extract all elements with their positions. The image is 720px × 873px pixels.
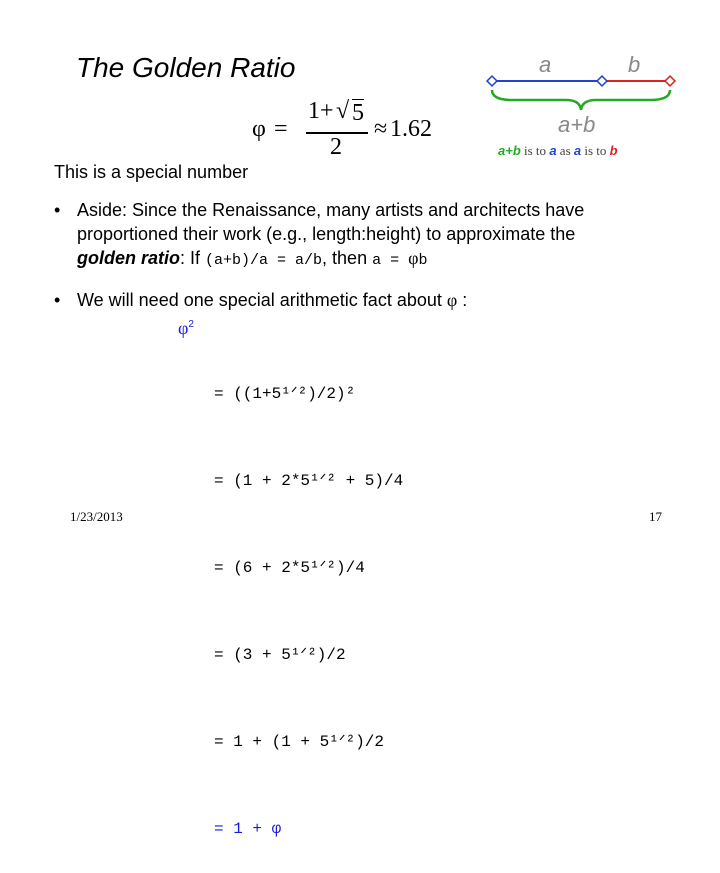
derivation-steps (214, 322, 403, 873)
caption-b: b (609, 143, 618, 158)
endpoint-left (487, 76, 497, 86)
derivation-step-1: = ((1+5¹ᐟ²)/2)² (214, 385, 356, 403)
sum-brace (492, 90, 670, 110)
bullet-2-phi: φ (446, 290, 458, 310)
caption-a-1: a (549, 143, 557, 158)
caption-is-to-2: is to (581, 143, 610, 158)
bullet-2 (77, 288, 467, 312)
bullet-1-if: : If (180, 248, 206, 268)
label-a: a (539, 52, 552, 77)
endpoint-right (665, 76, 675, 86)
derivation-step-3: = (6 + 2*5¹ᐟ²)/4 (214, 559, 365, 577)
label-a-plus-b: a+b (558, 112, 596, 137)
slide-title: The Golden Ratio (76, 52, 296, 83)
footer-page-number: 17 (649, 509, 662, 524)
footer-date: 1/23/2013 (70, 509, 123, 524)
golden-ratio-term: golden ratio (77, 248, 180, 268)
derivation-lhs (178, 318, 194, 339)
derivation-step-4: = (3 + 5¹ᐟ²)/2 (214, 646, 346, 664)
bullet-1-phi: φ (408, 248, 419, 268)
bullet-2-colon: : (457, 290, 468, 310)
bullet-1-line-2: proportioned their work (e.g., length:height) to approximate the (77, 224, 576, 244)
caption-as: as (556, 143, 574, 158)
endpoint-middle (597, 76, 607, 86)
caption-a-2: a (573, 143, 582, 158)
derivation-step-2: = (1 + 2*5¹ᐟ² + 5)/4 (214, 472, 404, 490)
bullet-1-then: , then (322, 248, 373, 268)
bullet-1 (77, 198, 584, 273)
golden-ratio-formula (252, 98, 442, 162)
bullet-1-marker: • (54, 200, 61, 220)
formula-denominator: 2 (330, 134, 342, 160)
bullet-2-text: We will need one special arithmetic fact about (77, 290, 447, 310)
derivation-squared: 2 (188, 319, 194, 330)
formula-phi: φ (252, 116, 266, 142)
bullet-1-line-3 (77, 246, 584, 273)
caption-is-to-1: is to (520, 143, 550, 158)
intro-text: This is a special number (54, 162, 249, 182)
bullet-1-line-1: Aside: Since the Renaissance, many artists and architects have (77, 200, 585, 220)
bullet-2-marker: • (54, 290, 61, 310)
ratio-caption (498, 143, 618, 159)
formula-approx: ≈ (374, 116, 388, 142)
label-b: b (628, 52, 641, 77)
code-ratio-equation: (a+b)/a = a/b (205, 252, 323, 269)
formula-numerator-one-plus: 1+ (308, 98, 334, 124)
derivation-step-5: = 1 + (1 + 5¹ᐟ²)/2 (214, 733, 384, 751)
golden-ratio-diagram (484, 50, 684, 165)
code-a-equals: a = (372, 252, 409, 269)
derivation-result: = 1 + φ (214, 820, 282, 838)
formula-value: 1.62 (390, 116, 432, 142)
code-b: b (418, 252, 428, 269)
derivation-phi: φ (178, 318, 189, 338)
formula-radical-sign: √ (336, 98, 350, 124)
formula-radicand: 5 (352, 100, 364, 126)
formula-equals: = (274, 116, 288, 142)
caption-a-plus-b: a+b (498, 143, 521, 158)
